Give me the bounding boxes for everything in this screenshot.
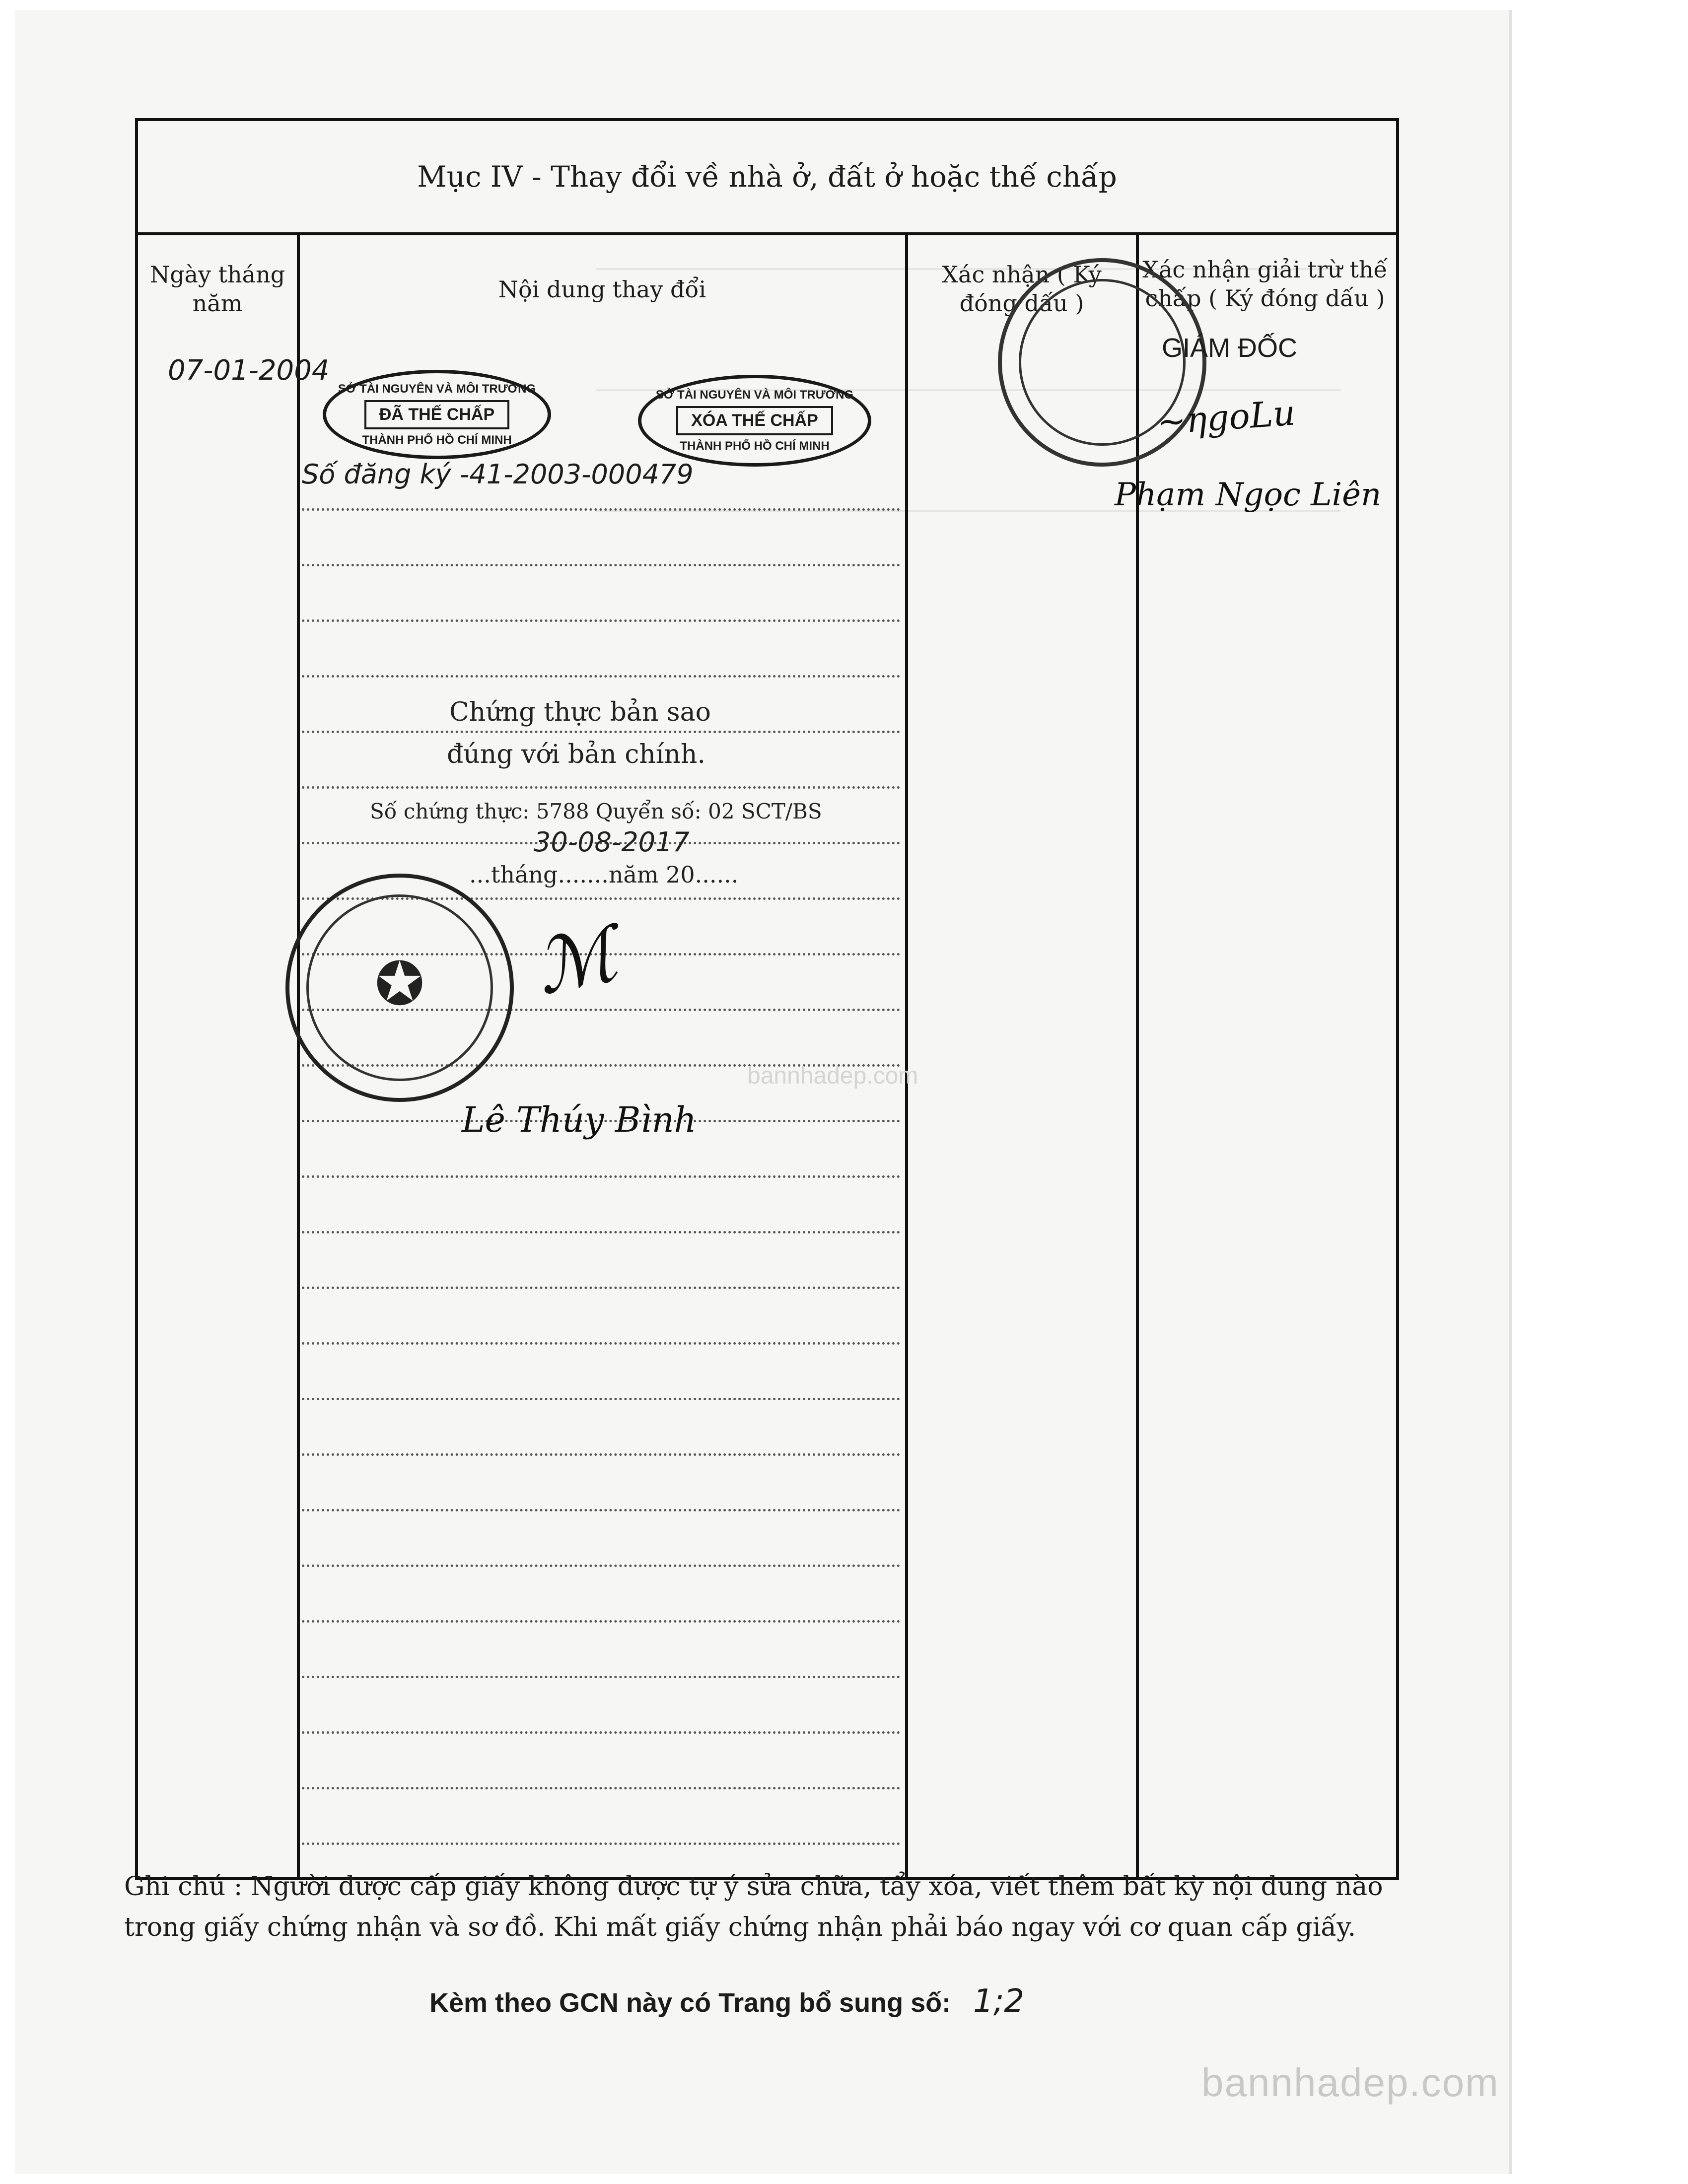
header-release: Xác nhận giải trừ thế chấp ( Ký đóng dấu ): [1142, 256, 1388, 312]
cert-signer-name: Lê Thúy Bình: [462, 1099, 697, 1140]
dotted-line: [302, 1231, 900, 1233]
star-emblem-icon: ✪: [374, 950, 425, 1019]
dotted-line: [302, 1565, 900, 1567]
attachment-label: Kèm theo GCN này có Trang bổ sung số:: [429, 1988, 951, 2018]
dotted-line: [302, 1453, 900, 1456]
director-signature-mark: ~ηgoLu: [1155, 392, 1297, 443]
dotted-line: [302, 1398, 900, 1400]
cert-date-line: ...tháng.......năm 20......: [469, 861, 739, 888]
director-name: Phạm Ngọc Liên: [1115, 477, 1382, 513]
cert-number: Số chứng thực: 5788 Quyển số: 02 SCT/BS: [370, 799, 822, 823]
dotted-line: [302, 675, 900, 678]
attachment-line: [429, 1983, 1024, 2020]
dotted-line: [302, 1342, 900, 1345]
dotted-line: [302, 508, 900, 511]
dotted-line: [302, 1787, 900, 1789]
dotted-line: [302, 1676, 900, 1678]
entry-date: 07-01-2004: [168, 354, 330, 387]
dotted-line: [302, 731, 900, 733]
cert-signature-mark: ℳ: [528, 911, 624, 1012]
watermark-footer: bannhadep.com: [1201, 2060, 1499, 2105]
registration-number: Số đăng ký -41-2003-000479: [302, 459, 694, 490]
attachment-pages: 1;2: [973, 1983, 1025, 2020]
dotted-line: [302, 1287, 900, 1289]
dotted-line: [302, 1620, 900, 1623]
dotted-line: [302, 1843, 900, 1845]
watermark-center: bannhadep.com: [747, 1063, 918, 1089]
mortgaged-stamp: SỞ TÀI NGUYÊN VÀ MÔI TRƯỜNG ĐÃ THẾ CHẤP THÀNH PHỐ HỒ CHÍ MINH: [323, 370, 551, 459]
released-stamp: SỞ TÀI NGUYÊN VÀ MÔI TRƯỜNG XÓA THẾ CHẤP THÀNH PHỐ HỒ CHÍ MINH: [638, 375, 871, 467]
ward-seal: [285, 874, 514, 1102]
cert-line-1: Chứng thực bản sao: [449, 697, 711, 727]
director-title: GIÁM ĐỐC: [1162, 333, 1298, 363]
header-date: Ngày tháng năm: [149, 261, 285, 317]
section-title: Mục IV - Thay đổi về nhà ở, đất ở hoặc thế chấp: [138, 121, 1396, 235]
dotted-line: [302, 786, 900, 789]
dotted-line: [302, 1731, 900, 1734]
dotted-line: [302, 1509, 900, 1511]
dotted-line: [302, 1175, 900, 1178]
header-confirm: Xác nhận ( Ký đóng dấu ): [942, 261, 1102, 317]
dotted-line: [302, 619, 900, 622]
cert-line-2: đúng với bản chính.: [447, 740, 705, 769]
header-content: Nội dung thay đổi: [498, 276, 706, 303]
dotted-line: [302, 564, 900, 566]
column-divider: [905, 235, 908, 1877]
cert-date-stamp: 30-08-2017: [534, 826, 690, 858]
footer-note: Ghi chú : Người được cấp giấy không được tự ý sửa chữa, tẩy xóa, viết thêm bất kỳ nội dung nào trong giấy chứng nhận và sơ đồ. Khi mất giấy chứng nhận phải báo ngay với cơ quan cấp giấy.: [124, 1872, 1383, 1942]
